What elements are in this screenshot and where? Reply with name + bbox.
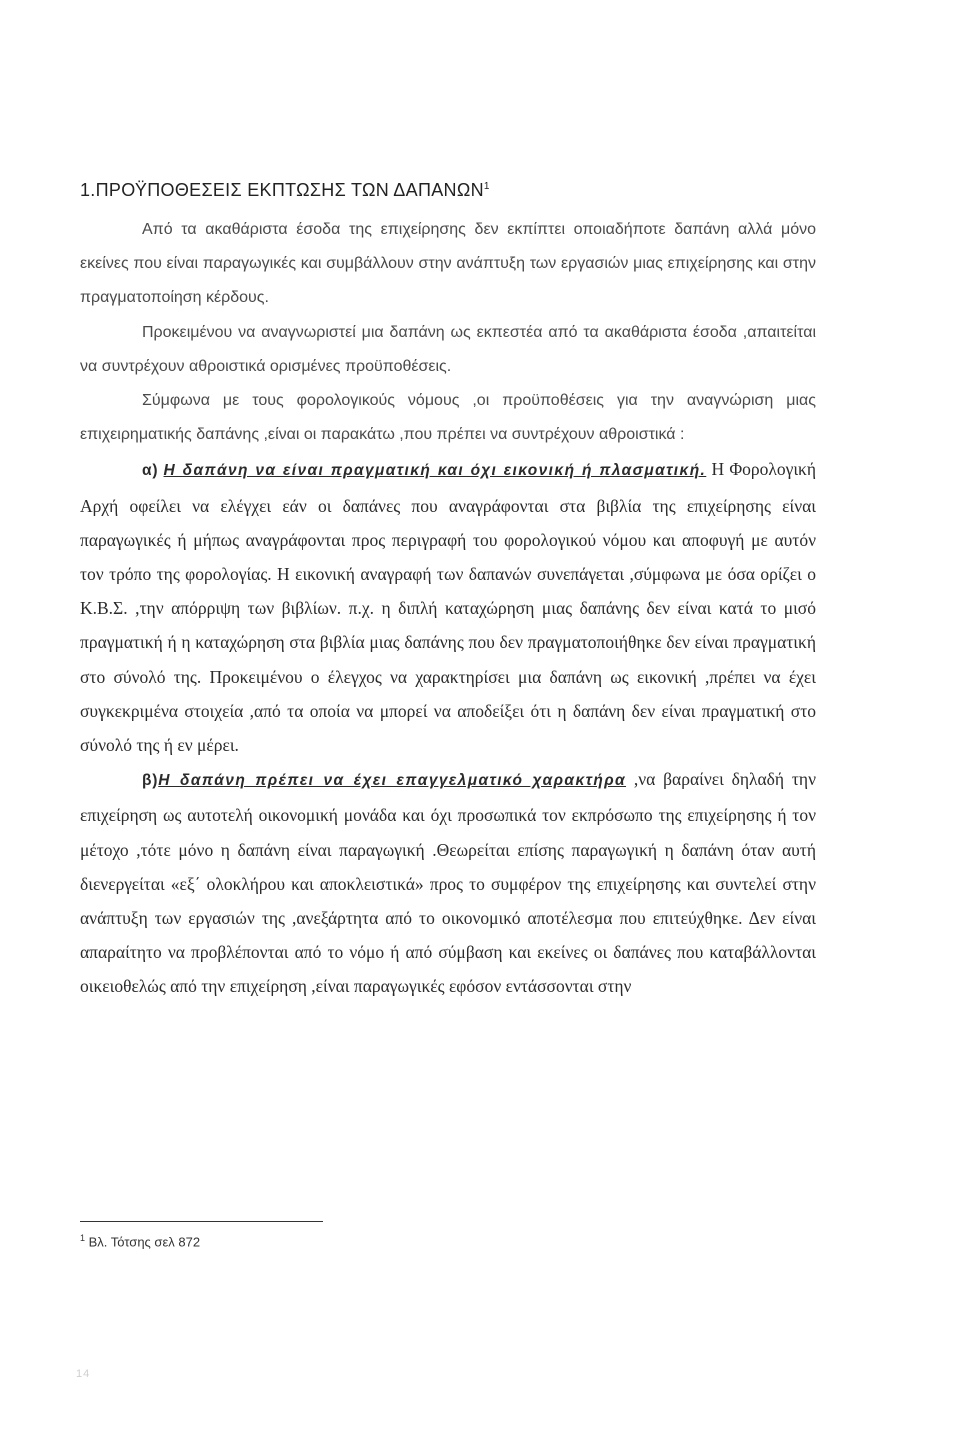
condition-b — [80, 762, 816, 1003]
page-body — [80, 180, 816, 1004]
paragraph-recognition: Προκειμένου να αναγνωριστεί μια δαπάνη ως εκπεστέα από τα ακαθάριστα έσοδα ,απαιτείται να συντρέχουν αθροιστικά ορισμένες προϋποθέσεις. — [80, 323, 816, 375]
paragraph-conditions: Σύμφωνα με τους φορολογικούς νόμους ,οι προϋποθέσεις για την αναγνώριση μιας επιχειρηματικής δαπάνης ,είναι οι παρακάτω ,που πρέπει να συντρέχουν αθροιστικά : — [80, 392, 816, 444]
condition-a-title: Η δαπάνη να είναι πραγματική και όχι εικονική ή πλασματική. — [163, 462, 707, 480]
condition-a-label: α) — [142, 462, 159, 480]
footnote-divider — [80, 1221, 323, 1222]
page-number: 14 — [76, 1368, 91, 1380]
footnote — [80, 1233, 200, 1249]
footnote-mark: 1 — [80, 1233, 86, 1243]
condition-a-body: Η Φορολογική Αρχή οφείλει να ελέγχει εάν οι δαπάνες που αναγράφονται στα βιβλία της επιχείρησης είναι παραγωγικές ή μήπως αναγράφονται προς περιγραφή του φορολογικού νόμου και αποφυγή με αυτόν τον τρόπο της φορολογίας. Η εικονική αναγραφή των δαπανών συνεπάγεται ,σύμφωνα με όσα ορίζει ο Κ.Β.Σ. ,την απόρριψη των βιβλίων. π.χ. η διπλή καταχώρηση μιας δαπάνης δεν είναι κατά το μισό πραγματική ή η καταχώρηση στα βιβλία μιας δαπάνης που δεν πραγματοποιήθηκε δεν είναι πραγματική στο σύνολό της. Προκειμένου ο έλεγχος να χαρακτηρίσει μια δαπάνη ως εικονική ,πρέπει να έχει συγκεκριμένα στοιχεία ,από τα οποία να μπορεί να αποδείξει ότι η δαπάνη δεν είναι πραγματική στο σύνολό της ή εν μέρει. — [80, 459, 816, 756]
condition-a — [80, 452, 816, 762]
footnote-text: Βλ. Τότσης σελ 872 — [85, 1234, 201, 1250]
heading-footnote-mark: 1 — [483, 181, 490, 192]
paragraph-intro: Από τα ακαθάριστα έσοδα της επιχείρησης δεν εκπίπτει οποιαδήποτε δαπάνη αλλά μόνο εκείνες που είναι παραγωγικές και συμβάλλουν στην ανάπτυξη των εργασιών μιας επιχείρησης και στην πραγματοποίηση κέρδους. — [80, 221, 816, 307]
condition-b-title: Η δαπάνη πρέπει να έχει επαγγελματικό χαρακτήρα — [158, 772, 627, 790]
section-heading — [80, 180, 816, 201]
condition-b-body: ,να βαραίνει δηλαδή την επιχείρηση ως αυτοτελή οικονομική μονάδα και όχι προσωπικά τον εκπρόσωπο της επιχείρησης ή τον μέτοχο ,τότε μόνο η δαπάνη είναι παραγωγική .Θεωρείται επίσης παραγωγική η δαπάνη όταν αυτή διενεργείται «εξ΄ ολοκλήρου και αποκλειστικά» προς το συμφέρον της επιχείρησης και συντελεί στην ανάπτυξη των εργασιών της ,ανεξάρτητα από το οικονομικό αποτέλεσμα που επιτεύχθηκε. Δεν είναι απαραίτητο να προβλέπονται από το νόμο ή από σύμβαση και εκείνες οι δαπάνες που καταβάλλονται οικειοθελώς από την επιχείρηση ,είναι παραγωγικές εφόσον εντάσσονται στην — [80, 769, 816, 997]
section-heading-text: 1.ΠΡΟΫΠΟΘΕΣΕΙΣ ΕΚΠΤΩΣΗΣ ΤΩΝ ΔΑΠΑΝΩΝ — [80, 180, 484, 200]
condition-b-label: β) — [142, 772, 159, 790]
